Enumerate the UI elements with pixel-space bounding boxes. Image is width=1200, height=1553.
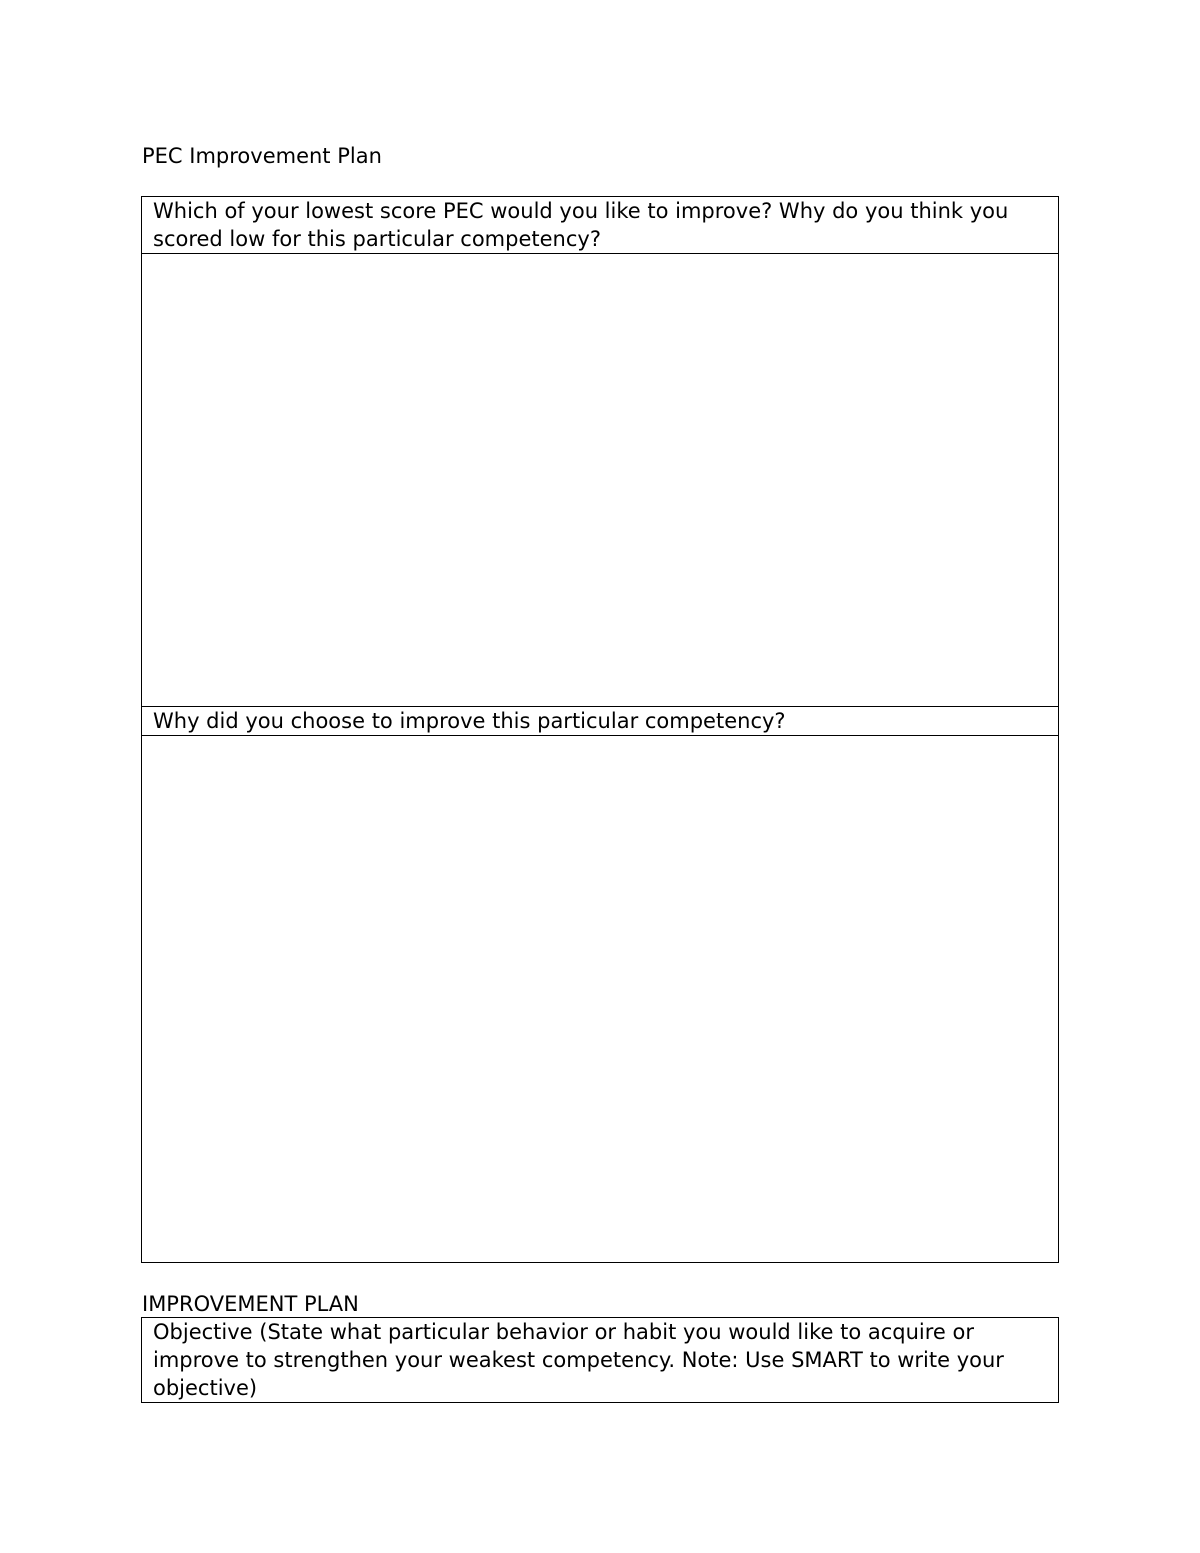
improvement-plan-table: [141, 1317, 1059, 1403]
questions-table: [141, 196, 1059, 1263]
question-why-choose-prompt: Why did you choose to improve this particular competency?: [142, 707, 1059, 736]
page-title: PEC Improvement Plan: [142, 144, 382, 168]
answer-lowest-pec-field[interactable]: [142, 254, 1059, 707]
objective-row: [142, 1318, 1059, 1403]
objective-prompt: Objective (State what particular behavior or habit you would like to acquire or improve to strengthen your weakest competency. Note: Use SMART to write your objective): [142, 1318, 1059, 1403]
answer-row-lowest-pec: [142, 254, 1059, 707]
improvement-plan-heading: IMPROVEMENT PLAN: [142, 1292, 359, 1316]
question-row-why-choose: [142, 707, 1059, 736]
question-lowest-pec-prompt: Which of your lowest score PEC would you like to improve? Why do you think you scored low for this particular competency?: [142, 197, 1059, 254]
question-row-lowest-pec: [142, 197, 1059, 254]
answer-row-why-choose: [142, 736, 1059, 1263]
answer-why-choose-field[interactable]: [142, 736, 1059, 1263]
